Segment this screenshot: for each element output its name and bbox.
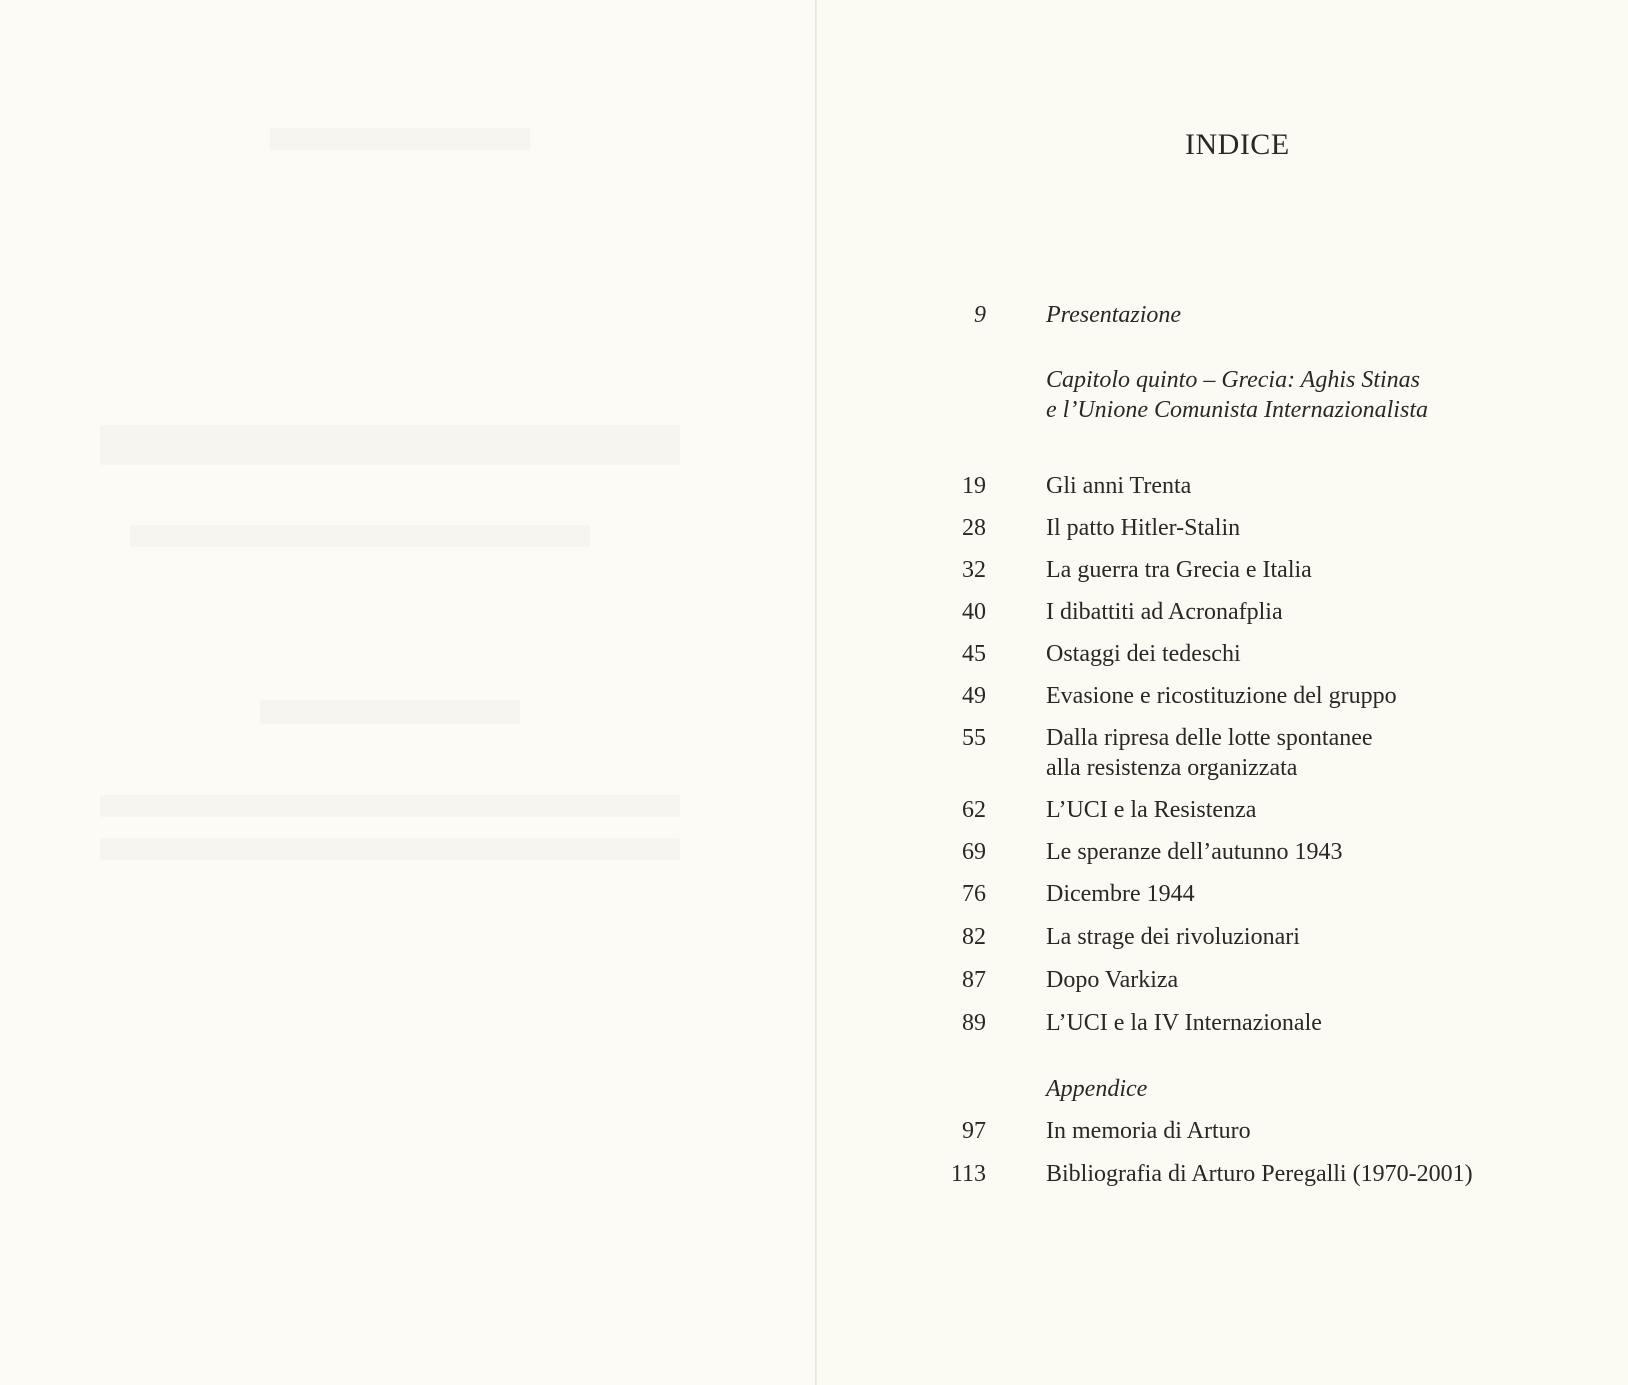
toc-page-number: 69 <box>962 839 986 865</box>
toc-title: Il patto Hitler-Stalin <box>1046 515 1241 541</box>
toc-title: La guerra tra Grecia e Italia <box>1046 557 1312 583</box>
bleed-through-mark <box>130 525 590 547</box>
toc-page-number: 49 <box>962 683 986 709</box>
toc-page-number: 19 <box>962 473 986 499</box>
toc-page-number: 45 <box>962 641 986 667</box>
toc-title-continued: alla resistenza organizzata <box>1046 755 1298 781</box>
toc-page-number: 82 <box>962 924 986 950</box>
toc-title: Ostaggi dei tedeschi <box>1046 641 1241 667</box>
toc-page-number: 113 <box>950 1161 986 1187</box>
toc-title: In memoria di Arturo <box>1046 1118 1251 1144</box>
bleed-through-mark <box>100 838 680 860</box>
toc-title: Dicembre 1944 <box>1046 881 1195 907</box>
toc-page-number: 89 <box>962 1010 986 1036</box>
toc-title: Appendice <box>1046 1076 1148 1102</box>
toc-title: Capitolo quinto – Grecia: Aghis Stinas <box>1046 367 1421 393</box>
bleed-through-mark <box>270 128 530 150</box>
toc-title: Bibliografia di Arturo Peregalli (1970-2001) <box>1046 1161 1473 1187</box>
toc-title: La strage dei rivoluzionari <box>1046 924 1300 950</box>
toc-page-number: 87 <box>962 967 986 993</box>
toc-page-number: 62 <box>962 797 986 823</box>
toc-title: Dalla ripresa delle lotte spontanee <box>1046 725 1373 751</box>
toc-title: L’UCI e la Resistenza <box>1046 797 1257 823</box>
toc-page-number: 28 <box>962 515 986 541</box>
toc-page-number: 97 <box>962 1118 986 1144</box>
toc-page-number: 40 <box>962 599 986 625</box>
toc-title: L’UCI e la IV Internazionale <box>1046 1010 1322 1036</box>
toc-title: Presentazione <box>1046 302 1182 328</box>
toc-title-continued: e l’Unione Comunista Internazionalista <box>1046 397 1428 423</box>
toc-page-number: 32 <box>962 557 986 583</box>
page-title: INDICE <box>1185 128 1290 161</box>
toc-title: Le speranze dell’autunno 1943 <box>1046 839 1343 865</box>
toc-title: Dopo Varkiza <box>1046 967 1179 993</box>
bleed-through-mark <box>260 700 520 724</box>
bleed-through-mark <box>100 425 680 465</box>
toc-page-number: 76 <box>962 881 986 907</box>
toc-page-number: 9 <box>974 302 986 328</box>
toc-page-number: 55 <box>962 725 986 751</box>
bleed-through-mark <box>100 795 680 817</box>
toc-title: Gli anni Trenta <box>1046 473 1192 499</box>
toc-title: I dibattiti ad Acronafplia <box>1046 599 1283 625</box>
toc-title: Evasione e ricostituzione del gruppo <box>1046 683 1397 709</box>
